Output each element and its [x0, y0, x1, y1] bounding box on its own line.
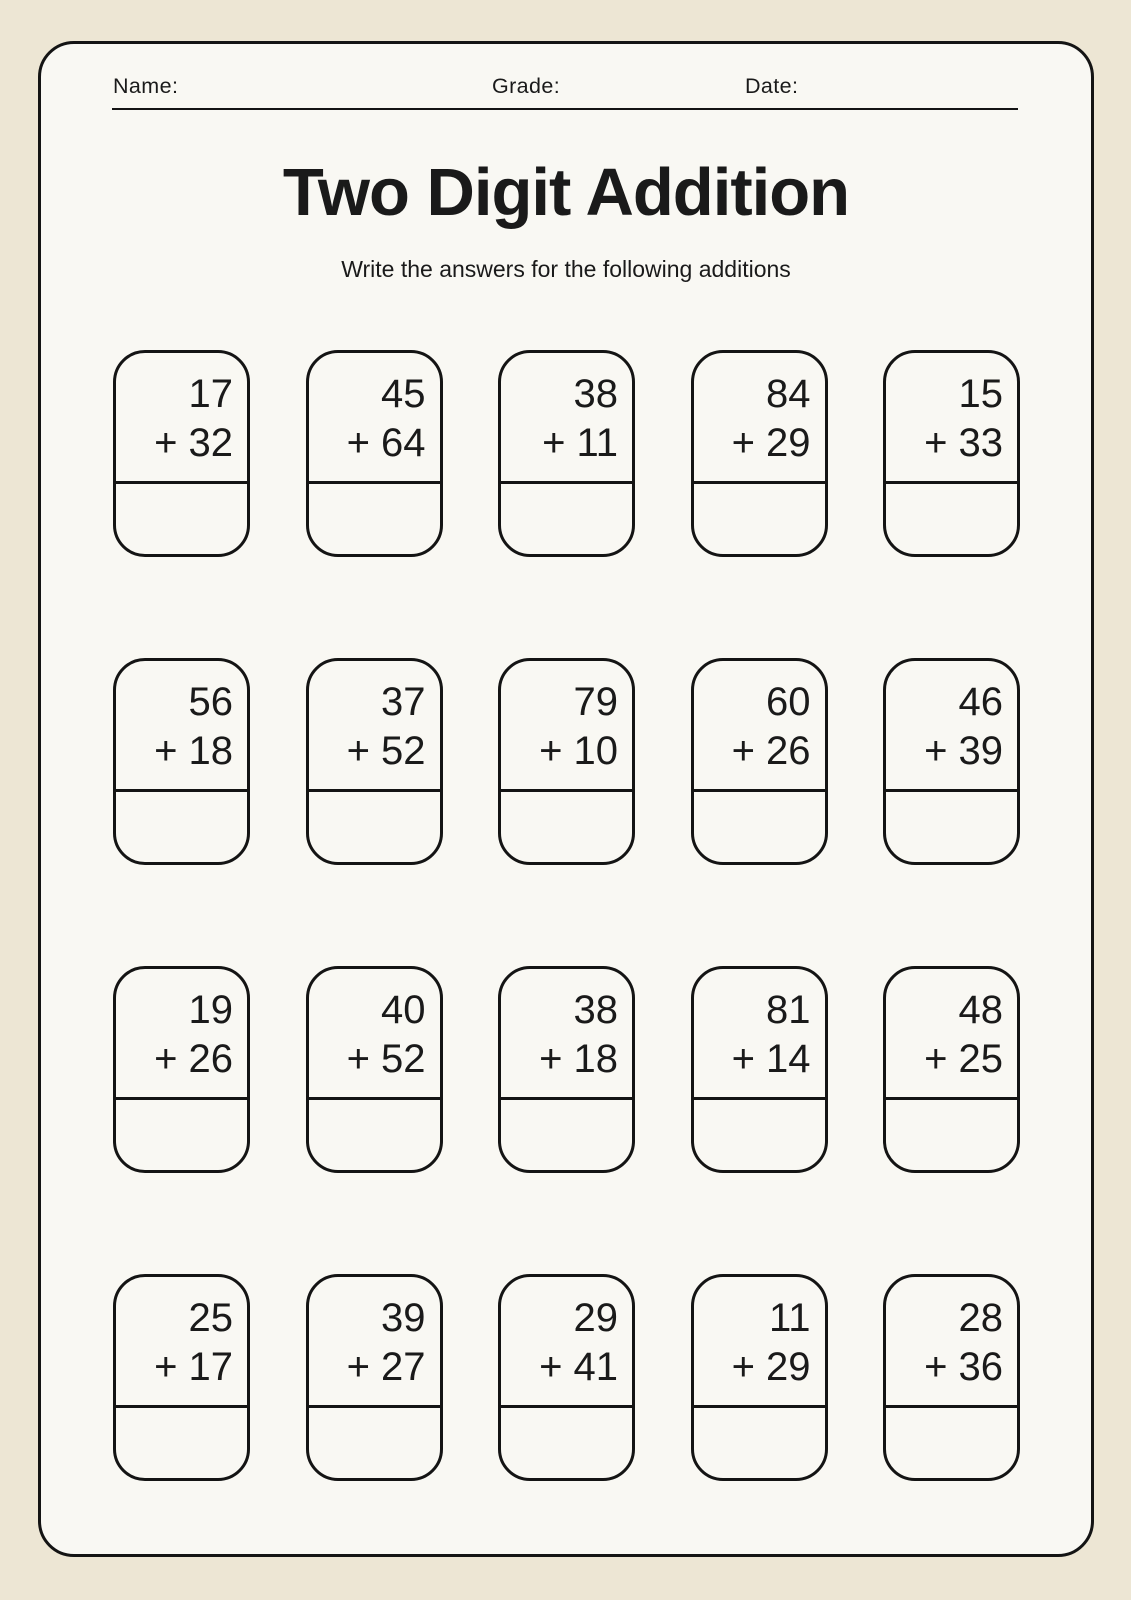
plus-operator: + — [731, 1037, 755, 1081]
addend-bottom-row — [347, 1343, 426, 1392]
card-divider — [116, 1097, 247, 1100]
addend-bottom: 33 — [958, 421, 1003, 465]
addition-card — [498, 966, 635, 1173]
plus-operator: + — [924, 1037, 948, 1081]
addend-top: 38 — [573, 372, 618, 416]
addition-card — [113, 350, 250, 557]
addend-bottom-row — [539, 1343, 618, 1392]
problem-text — [542, 370, 618, 468]
addend-bottom-row — [924, 727, 1003, 776]
card-divider — [886, 789, 1017, 792]
card-divider — [694, 481, 825, 484]
addition-card — [498, 350, 635, 557]
plus-operator: + — [731, 729, 755, 773]
plus-operator: + — [542, 421, 566, 465]
addend-bottom: 39 — [958, 729, 1003, 773]
problem-text — [154, 1294, 233, 1392]
problem-text — [732, 370, 811, 468]
plus-operator: + — [154, 421, 178, 465]
addition-card — [883, 966, 1020, 1173]
addition-card — [306, 1274, 443, 1481]
addend-bottom: 64 — [381, 421, 426, 465]
addend-bottom: 29 — [766, 1345, 811, 1389]
addend-bottom-row — [347, 1035, 426, 1084]
plus-operator: + — [539, 1037, 563, 1081]
addend-top: 45 — [381, 372, 426, 416]
addend-bottom-row — [539, 727, 618, 776]
addition-card — [306, 966, 443, 1173]
addend-top: 15 — [958, 372, 1003, 416]
addend-top: 19 — [188, 988, 233, 1032]
addend-bottom-row — [154, 727, 233, 776]
plus-operator: + — [924, 729, 948, 773]
addend-bottom-row — [924, 1035, 1003, 1084]
addend-bottom: 25 — [958, 1037, 1003, 1081]
answer-area[interactable] — [696, 485, 823, 552]
addition-card — [113, 966, 250, 1173]
problem-text — [347, 986, 426, 1084]
addition-card — [498, 1274, 635, 1481]
addend-top: 29 — [573, 1296, 618, 1340]
header-fill-in-rule[interactable] — [112, 108, 1018, 110]
addend-bottom: 18 — [573, 1037, 618, 1081]
card-divider — [116, 789, 247, 792]
answer-area[interactable] — [888, 793, 1015, 860]
problem-text — [347, 370, 426, 468]
problem-text — [347, 1294, 426, 1392]
addend-bottom-row — [154, 419, 233, 468]
addition-card — [306, 350, 443, 557]
addend-bottom: 27 — [381, 1345, 426, 1389]
card-divider — [501, 481, 632, 484]
addend-bottom-row — [539, 1035, 618, 1084]
addition-card — [691, 1274, 828, 1481]
problem-text — [924, 678, 1003, 776]
problem-text — [539, 678, 618, 776]
addend-top: 28 — [958, 1296, 1003, 1340]
card-divider — [116, 481, 247, 484]
problem-text — [732, 1294, 811, 1392]
card-divider — [886, 1405, 1017, 1408]
problem-text — [732, 678, 811, 776]
plus-operator: + — [539, 729, 563, 773]
addend-top: 48 — [958, 988, 1003, 1032]
problem-text — [539, 1294, 618, 1392]
addend-top: 60 — [766, 680, 811, 724]
addend-bottom: 10 — [573, 729, 618, 773]
addend-bottom: 26 — [766, 729, 811, 773]
addend-bottom-row — [347, 727, 426, 776]
answer-area[interactable] — [888, 485, 1015, 552]
answer-area[interactable] — [118, 793, 245, 860]
plus-operator: + — [731, 421, 755, 465]
name-label: Name: — [113, 74, 179, 98]
addition-card — [691, 966, 828, 1173]
addend-top: 84 — [766, 372, 811, 416]
answer-area[interactable] — [118, 485, 245, 552]
problem-text — [924, 986, 1003, 1084]
addend-bottom-row — [154, 1343, 233, 1392]
addend-bottom-row — [347, 419, 426, 468]
addend-bottom: 36 — [958, 1345, 1003, 1389]
card-divider — [309, 1097, 440, 1100]
addend-bottom: 11 — [576, 421, 618, 465]
grade-label: Grade: — [492, 74, 561, 98]
addend-bottom-row — [542, 419, 618, 468]
addend-top: 38 — [573, 988, 618, 1032]
addition-card — [691, 658, 828, 865]
addend-bottom-row — [732, 1343, 811, 1392]
addend-top: 79 — [573, 680, 618, 724]
plus-operator: + — [731, 1345, 755, 1389]
answer-area[interactable] — [503, 1409, 630, 1476]
addition-card — [883, 350, 1020, 557]
card-divider — [309, 481, 440, 484]
date-label: Date: — [745, 74, 799, 98]
card-divider — [309, 789, 440, 792]
addend-bottom: 14 — [766, 1037, 811, 1081]
addition-card — [113, 1274, 250, 1481]
addend-bottom: 41 — [573, 1345, 618, 1389]
plus-operator: + — [154, 1345, 178, 1389]
addend-bottom: 29 — [766, 421, 811, 465]
answer-area[interactable] — [888, 1409, 1015, 1476]
worksheet-panel — [38, 41, 1094, 1557]
answer-area[interactable] — [503, 793, 630, 860]
addend-bottom: 26 — [188, 1037, 233, 1081]
addend-top: 40 — [381, 988, 426, 1032]
addend-bottom-row — [732, 1035, 811, 1084]
problem-text — [924, 370, 1003, 468]
addend-top: 25 — [188, 1296, 233, 1340]
card-divider — [694, 1405, 825, 1408]
plus-operator: + — [154, 1037, 178, 1081]
problem-text — [154, 678, 233, 776]
addition-card — [691, 350, 828, 557]
page-subtitle: Write the answers for the following additions — [341, 256, 791, 282]
answer-area[interactable] — [503, 485, 630, 552]
page-title: Two Digit Addition — [282, 155, 850, 230]
addend-top: 46 — [958, 680, 1003, 724]
addend-top: 39 — [381, 1296, 426, 1340]
answer-area[interactable] — [118, 1101, 245, 1168]
addend-top: 37 — [381, 680, 426, 724]
addend-bottom: 52 — [381, 1037, 426, 1081]
addend-bottom: 18 — [188, 729, 233, 773]
addend-top: 81 — [766, 988, 811, 1032]
card-divider — [309, 1405, 440, 1408]
card-divider — [501, 1097, 632, 1100]
card-divider — [694, 1097, 825, 1100]
addend-bottom-row — [924, 419, 1003, 468]
addend-bottom: 52 — [381, 729, 426, 773]
card-divider — [694, 789, 825, 792]
addition-card — [306, 658, 443, 865]
addition-card — [113, 658, 250, 865]
addend-top: 17 — [188, 372, 233, 416]
answer-area[interactable] — [118, 1409, 245, 1476]
plus-operator: + — [346, 729, 370, 773]
problem-text — [154, 986, 233, 1084]
plus-operator: + — [539, 1345, 563, 1389]
answer-area[interactable] — [311, 1101, 438, 1168]
answer-area[interactable] — [696, 1101, 823, 1168]
plus-operator: + — [346, 1345, 370, 1389]
addend-bottom-row — [732, 419, 811, 468]
addend-bottom-row — [732, 727, 811, 776]
problem-text — [732, 986, 811, 1084]
addend-bottom: 17 — [188, 1345, 233, 1389]
card-divider — [116, 1405, 247, 1408]
plus-operator: + — [154, 729, 178, 773]
problem-text — [154, 370, 233, 468]
addend-bottom: 32 — [188, 421, 233, 465]
answer-area[interactable] — [311, 793, 438, 860]
addition-card — [883, 1274, 1020, 1481]
card-divider — [886, 481, 1017, 484]
addend-bottom-row — [924, 1343, 1003, 1392]
problem-text — [539, 986, 618, 1084]
addend-top: 11 — [768, 1296, 811, 1340]
answer-area[interactable] — [696, 1409, 823, 1476]
problem-text — [924, 1294, 1003, 1392]
plus-operator: + — [346, 421, 370, 465]
plus-operator: + — [924, 1345, 948, 1389]
plus-operator: + — [924, 421, 948, 465]
answer-area[interactable] — [696, 793, 823, 860]
answer-area[interactable] — [503, 1101, 630, 1168]
card-divider — [501, 789, 632, 792]
plus-operator: + — [346, 1037, 370, 1081]
problems-grid — [113, 350, 1020, 1481]
addend-bottom-row — [154, 1035, 233, 1084]
addition-card — [498, 658, 635, 865]
answer-area[interactable] — [311, 1409, 438, 1476]
card-divider — [886, 1097, 1017, 1100]
answer-area[interactable] — [311, 485, 438, 552]
answer-area[interactable] — [888, 1101, 1015, 1168]
addend-top: 56 — [188, 680, 233, 724]
problem-text — [347, 678, 426, 776]
addition-card — [883, 658, 1020, 865]
card-divider — [501, 1405, 632, 1408]
